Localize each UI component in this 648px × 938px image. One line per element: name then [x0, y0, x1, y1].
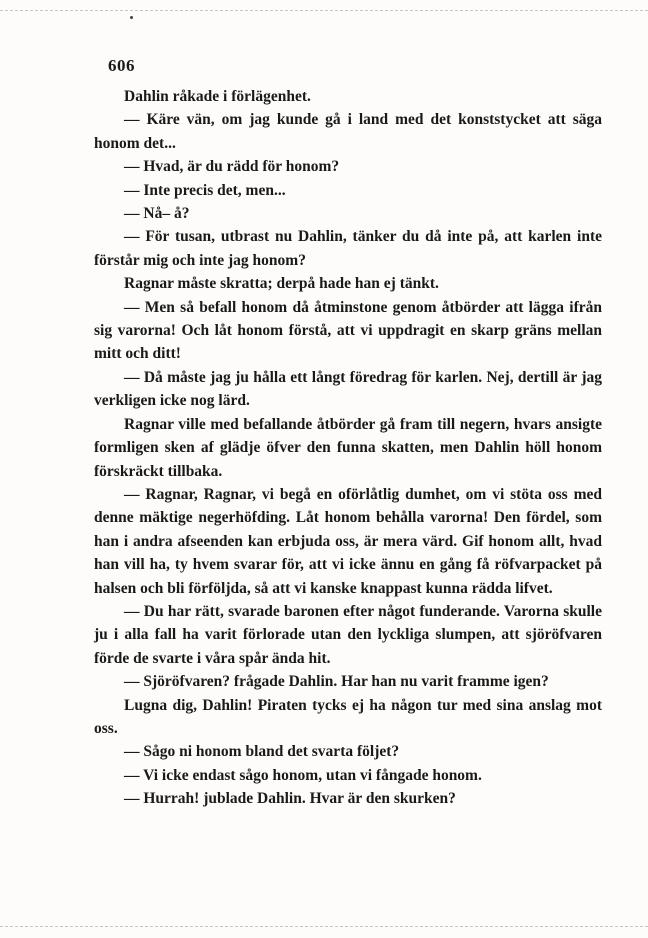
paragraph: — Sjöröfvaren? frågade Dahlin. Har han nu varit framme igen? — [124, 673, 549, 691]
paragraph: — Käre vän, om jag kunde gå i land med det konststycket att säga honom det... — [94, 111, 602, 152]
page-number: 606 — [108, 56, 135, 75]
paragraph: — För tusan, utbrast nu Dahlin, tänker du då inte på, att karlen inte förstår mig och inte jag honom? — [94, 228, 602, 269]
paragraph: — Inte precis det, men... — [124, 181, 286, 199]
paragraph: — Ragnar, Ragnar, vi begå en oförlåtlig dumhet, om vi stöta oss med denne mäktige negerhöfding. Låt honom behålla varorna! Den fördel, som han i andra afseenden kan erbjuda oss, är mera värd. Gif honom allt, hvad han vill ha, ty hvem svarar för, att vi icke ännu en gång få röfvarpacket på halsen och bli förföljda, så att vi kanske knappast kunna rädda lifvet. — [94, 485, 602, 597]
paragraph: — Hurrah! jublade Dahlin. Hvar är den skurken? — [124, 790, 456, 808]
ink-speck — [130, 16, 133, 19]
paragraph: Lugna dig, Dahlin! Piraten tycks ej ha någon tur med sina anslag mot oss. — [94, 696, 602, 737]
body-text — [94, 85, 602, 811]
paragraph: — Hvad, är du rädd för honom? — [124, 158, 340, 176]
paragraph: — Sågo ni honom bland det svarta följet? — [124, 743, 400, 761]
paragraph: Ragnar måste skratta; derpå hade han ej tänkt. — [124, 275, 439, 293]
paragraph: Dahlin råkade i förlägenhet. — [124, 88, 311, 105]
paragraph: Ragnar ville med befallande åtbörder gå fram till negern, hvars ansigte formligen sken af glädje öfver den funna skatten, men Dahlin höll honom förskräckt tillbaka. — [94, 415, 602, 480]
paragraph: — Då måste jag ju hålla ett långt föredrag för karlen. Nej, dertill är jag verkligen icke nog lärd. — [94, 368, 602, 410]
paragraph: — Men så befall honom då åtminstone genom åtbörder att lägga ifrån sig varorna! Och låt honom förstå, att vi uppdragit en skarp gräns mellan mitt och ditt! — [94, 298, 602, 363]
top-scan-edge — [0, 10, 648, 11]
bottom-scan-edge — [0, 926, 648, 927]
paragraph: — Nå– å? — [124, 205, 190, 223]
paragraph: — Du har rätt, svarade baronen efter något funderande. Varorna skulle ju i alla fall ha varit förlorade utan den lyckliga slumpen, att sjöröfvaren förde de svarte i våra spår ända hit. — [94, 602, 602, 667]
paragraph: — Vi icke endast sågo honom, utan vi fångade honom. — [124, 766, 482, 784]
